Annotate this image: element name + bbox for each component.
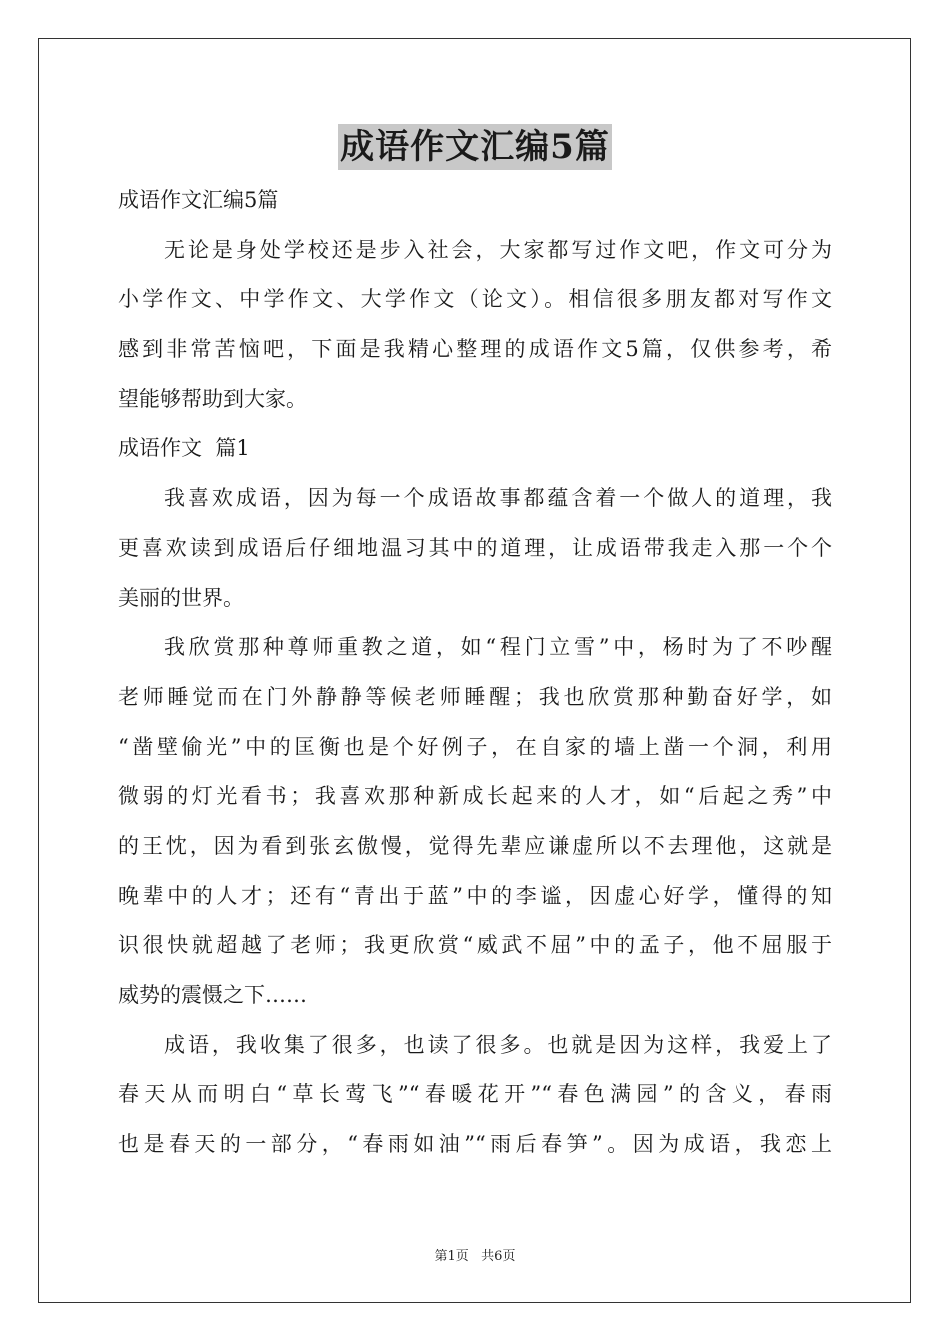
text-line: 识很快就超越了老师；我更欣赏“威武不屈”中的孟子，他不屈服于 — [118, 933, 832, 958]
document-subtitle: 成语作文汇编5篇 — [118, 188, 279, 212]
title-block — [0, 124, 950, 170]
text-line: 我欣赏那种尊师重教之道，如“程门立雪”中，杨时为了不吵醒 — [164, 635, 832, 660]
text-line: 成语，我收集了很多，也读了很多。也就是因为这样，我爱上了 — [164, 1032, 832, 1057]
paragraph-3 — [118, 1021, 832, 1170]
paragraph-1 — [118, 474, 832, 623]
document-title: 成语作文汇编5篇 — [338, 124, 612, 170]
paragraph-2 — [118, 623, 832, 1021]
text-line: 的王忱，因为看到张玄傲慢，觉得先辈应谦虚所以不去理他，这就是 — [118, 833, 832, 858]
text-line: 小学作文、中学作文、大学作文（论文）。相信很多朋友都对写作文 — [118, 287, 832, 312]
paragraph-intro — [118, 226, 832, 425]
text-line: 威势的震慑之下…… — [118, 983, 307, 1007]
text-line: 更喜欢读到成语后仔细地温习其中的道理，让成语带我走入那一个个 — [118, 535, 832, 560]
page-footer: 第1页 共6页 — [434, 1249, 516, 1264]
text-line: 望能够帮助到大家。 — [118, 386, 307, 411]
text-line: 无论是身处学校还是步入社会，大家都写过作文吧，作文可分为 — [164, 237, 832, 262]
text-line: 美丽的世界。 — [118, 585, 244, 610]
text-line: 晚辈中的人才；还有“青出于蓝”中的李谧，因虚心好学，懂得的知 — [118, 883, 832, 908]
document-body — [118, 176, 832, 1170]
text-line: 微弱的灯光看书；我喜欢那种新成长起来的人才，如“后起之秀”中 — [118, 784, 832, 809]
text-line: 我喜欢成语，因为每一个成语故事都蕴含着一个做人的道理，我 — [164, 486, 832, 511]
text-line: 感到非常苦恼吧，下面是我精心整理的成语作文5篇，仅供参考，希 — [118, 337, 832, 362]
text-line: 春天从而明白“草长莺飞”“春暖花开”“春色满园”的含义，春雨 — [118, 1082, 832, 1107]
text-line: “凿壁偷光”中的匡衡也是个好例子，在自家的墙上凿一个洞，利用 — [118, 734, 832, 759]
text-line: 老师睡觉而在门外静静等候老师睡醒；我也欣赏那种勤奋好学，如 — [118, 684, 832, 709]
text-line: 也是春天的一部分，“春雨如油”“雨后春笋”。因为成语，我恋上 — [118, 1132, 832, 1157]
section-heading: 成语作文 篇1 — [118, 436, 250, 461]
